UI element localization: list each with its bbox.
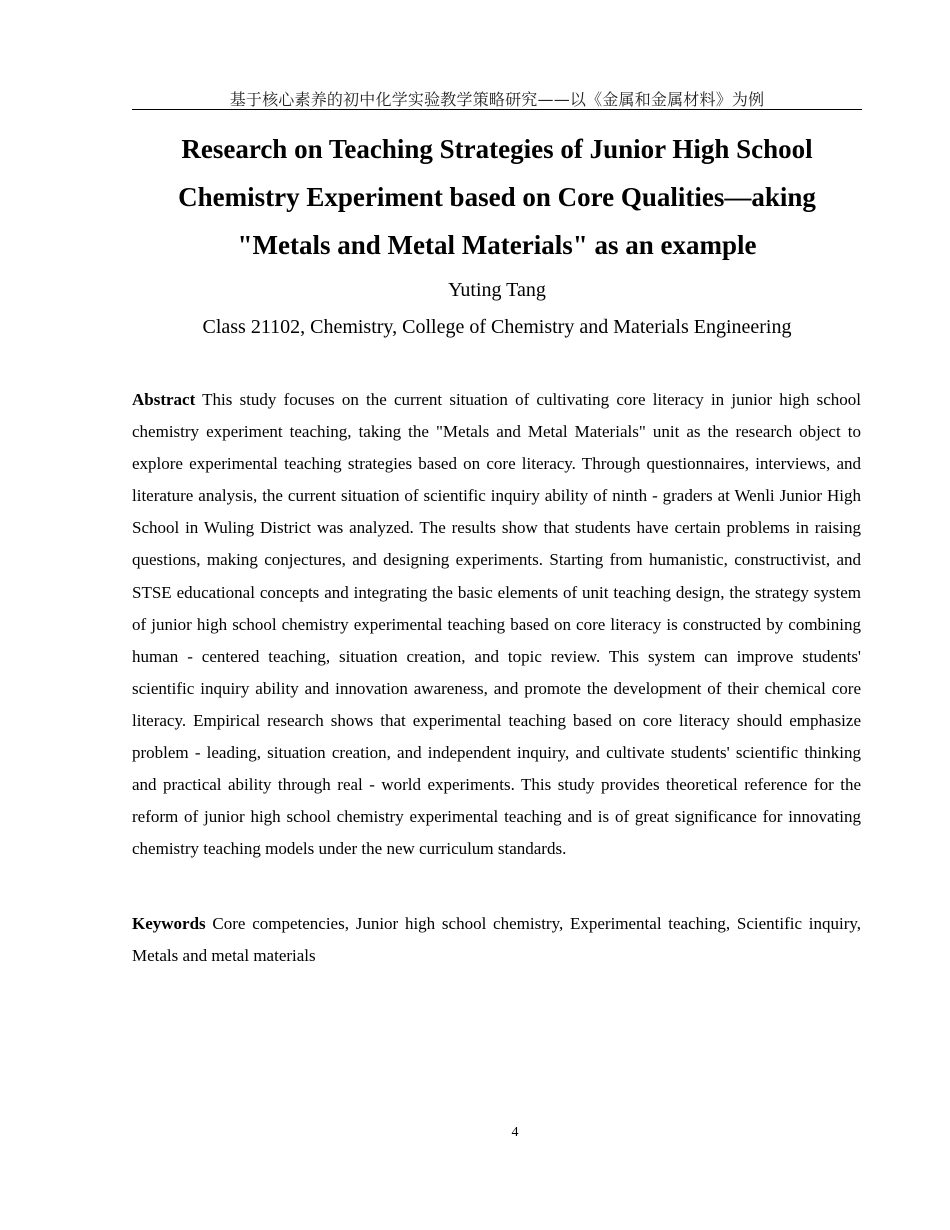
keywords-text: Core competencies, Junior high school chemistry, Experimental teaching, Scientific inquiry, Metals and metal materials (132, 914, 862, 965)
abstract-label: Abstract (132, 390, 196, 409)
author-name: Yuting Tang (448, 279, 546, 301)
abstract-text: This study focuses on the current situation of cultivating core literacy in junior high school chemistry experiment teaching, taking the "Metals and Metal Materials" unit as the research object to explore experimental teaching strategies based on core literacy. Through questionnaires, interviews, and literature analysis, the current situation of scientific inquiry ability of ninth - graders at Wenli Junior High School in Wuling District was analyzed. The results show that students have certain problems in raising questions, making conjectures, and designing experiments. Starting from humanistic, constructivist, and STSE educational concepts and integrating the basic elements of unit teaching design, the strategy system of junior high school chemistry experimental teaching based on core literacy is constructed by combining human - centered teaching, situation creation, and topic review. This system can improve students' scientific inquiry ability and innovation awareness, and promote the development of their chemical core literacy. Empirical research shows that experimental teaching based on core literacy should emphasize problem - leading, situation creation, and independent inquiry, and cultivate students' scientific thinking and practical ability through real - world experiments. This study provides theoretical reference for the reform of junior high school chemistry experimental teaching and is of great significance for innovating chemistry teaching models under the new curriculum standards. (132, 390, 862, 859)
running-header: 基于核心素养的初中化学实验教学策略研究——以《金属和金属材料》为例 (229, 90, 765, 109)
abstract-paragraph (132, 384, 861, 865)
paper-title: Research on Teaching Strategies of Junior High School Chemistry Experiment based on Core Qualities—aking "Metals and Metal Materials" as an example (178, 134, 816, 260)
header-rule (132, 109, 862, 110)
keywords-paragraph (132, 908, 861, 972)
keywords-label: Keywords (132, 914, 206, 933)
author-affiliation: Class 21102, Chemistry, College of Chemistry and Materials Engineering (202, 316, 792, 338)
page-number: 4 (511, 1125, 519, 1140)
